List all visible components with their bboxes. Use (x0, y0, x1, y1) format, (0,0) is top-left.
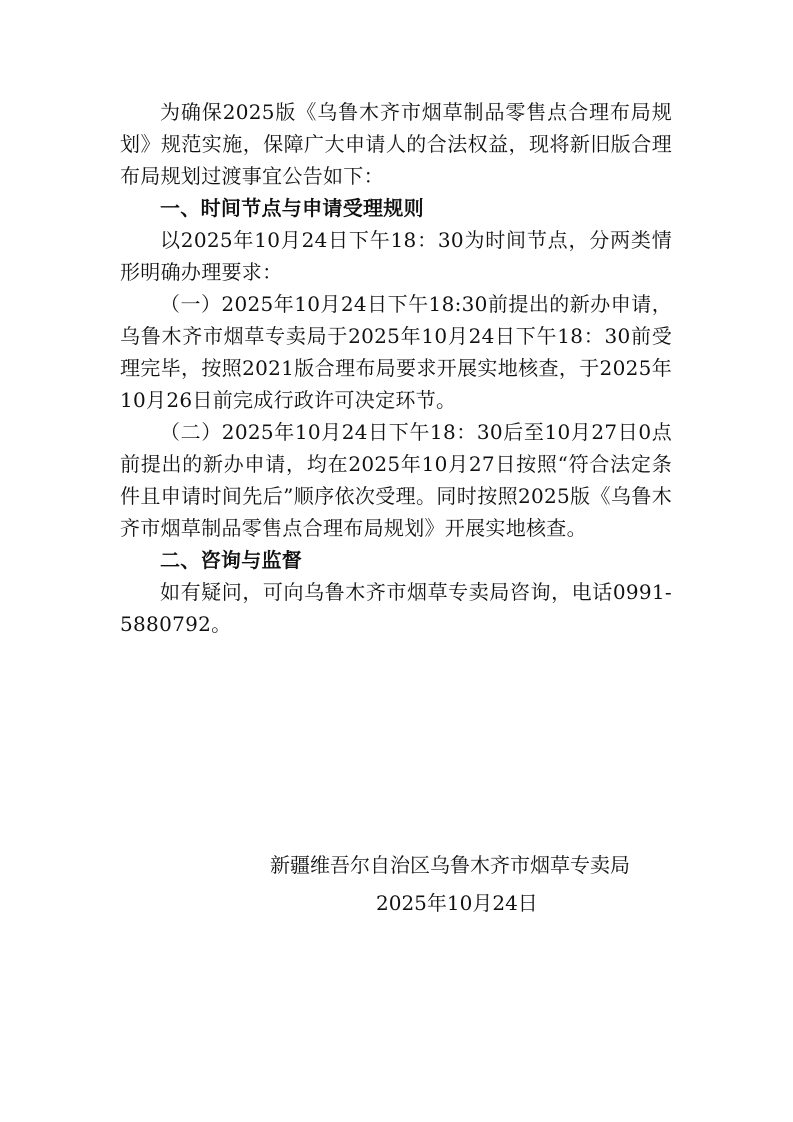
section-heading-2: 二、咨询与监督 (160, 548, 303, 572)
section-1-lead-paragraph: 以2025年10月24日下午18：30为时间节点，分两类情形明确办理要求： (120, 228, 672, 284)
section-1-item-2-paragraph: （二）2025年10月24日下午18：30后至10月27日0点前提出的新办申请，均在2025年10月27日按照“符合法定条件且申请时间先后”顺序依次受理。同时按照2025版《乌鲁木齐市烟草制品零售点合理布局规划》开展实地核查。 (120, 420, 672, 540)
issue-date: 2025年10月24日 (376, 891, 538, 915)
issuing-organization: 新疆维吾尔自治区乌鲁木齐市烟草专卖局 (270, 853, 630, 877)
intro-paragraph: 为确保2025版《乌鲁木齐市烟草制品零售点合理布局规划》规范实施，保障广大申请人的合法权益，现将新旧版合理布局规划过渡事宜公告如下： (120, 100, 672, 188)
section-2-paragraph: 如有疑问，可向乌鲁木齐市烟草专卖局咨询，电话0991-5880792。 (120, 580, 672, 636)
signature-block (270, 846, 670, 922)
document-body (120, 96, 672, 640)
section-heading-1: 一、时间节点与申请受理规则 (160, 196, 424, 220)
section-1-item-1-paragraph: （一）2025年10月24日下午18:30前提出的新办申请，乌鲁木齐市烟草专卖局于2025年10月24日下午18：30前受理完毕，按照2021版合理布局要求开展实地核查，于2025年10月26日前完成行政许可决定环节。 (120, 292, 672, 412)
